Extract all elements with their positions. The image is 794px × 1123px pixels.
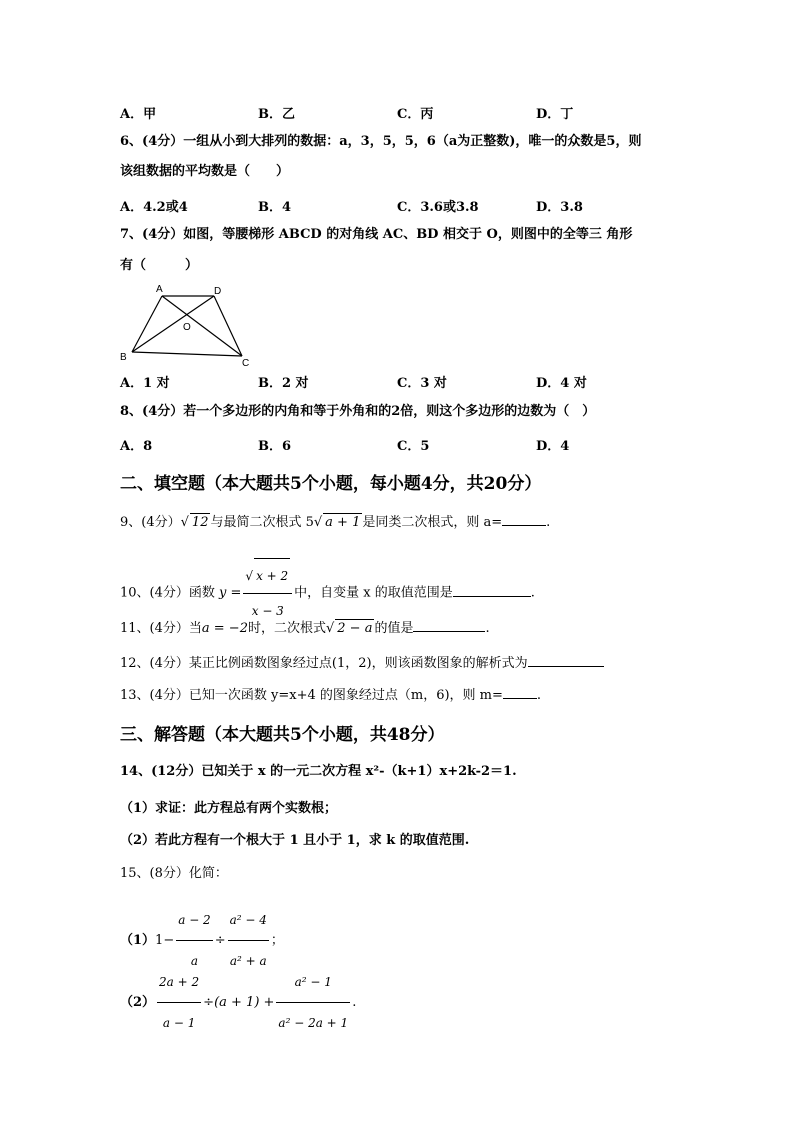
q6-option-a: A．4.2或4 xyxy=(120,200,188,215)
q5-option-a: A．甲 xyxy=(120,107,157,122)
label-b: B xyxy=(120,352,127,363)
section-fill-in-heading: 二、填空题（本大题共5个小题，每小题4分，共20分） xyxy=(120,474,542,494)
q14-part1: （1）求证：此方程总有两个实数根； xyxy=(120,801,338,816)
q7-option-a: A．1 对 xyxy=(120,376,170,391)
q15-part1-fraction2: $\frac{\text{a² − 4}}{\text{a² + a}}$ xyxy=(228,900,269,981)
q8-option-d: D．4 xyxy=(536,439,570,454)
q7-option-b: B．2 对 xyxy=(258,376,309,391)
q10-y: y = xyxy=(219,585,242,601)
radical-sign-icon: √ xyxy=(180,515,189,530)
q7-text-line2: 有（ ） xyxy=(120,258,199,273)
label-o: O xyxy=(183,322,191,333)
q13-end: . xyxy=(536,688,542,703)
q9-text xyxy=(120,513,550,532)
q8-option-a: A．8 xyxy=(120,439,153,454)
section-solution-heading: 三、解答题（本大题共5个小题，共48分） xyxy=(120,725,445,745)
q9-suffix: 是同类二次根式，则 a= xyxy=(362,515,503,530)
q13-body: 13、(4分）已知一次函数 y=x+4 的图象经过点（m，6)，则 m= xyxy=(120,688,503,703)
q15-part1-label: （1） xyxy=(120,933,156,948)
q15-part2-fraction2: $\frac{\text{a² − 1}}{\text{a² − 2a + 1}}$ xyxy=(276,962,350,1043)
q15-part2-operator: ÷ xyxy=(203,995,215,1010)
q9-radicand-1: 12 xyxy=(191,515,209,530)
q7-option-d: D．4 对 xyxy=(536,376,587,391)
q11-end: . xyxy=(485,621,490,636)
q13-text xyxy=(120,686,541,705)
q9-mid: 与最简二次根式 5 xyxy=(210,515,314,530)
segment-dc xyxy=(214,296,242,356)
q15-part2 xyxy=(120,962,356,1043)
q9-radicand-2: a + 1 xyxy=(325,515,361,530)
trapezoid-figure xyxy=(118,282,258,368)
q10-answer-blank[interactable] xyxy=(453,584,531,597)
q8-option-b: B．6 xyxy=(258,439,292,454)
q15-part1-lead: 1− xyxy=(155,933,175,948)
q15-part1-operator: ÷ xyxy=(214,933,226,948)
q15-part1-fraction1: $\frac{a - 2}{a}$ xyxy=(176,900,212,981)
q8-option-c: C．5 xyxy=(397,439,430,454)
q10-numerator: x + 2 xyxy=(254,558,290,593)
q15-part2-end: . xyxy=(352,995,357,1010)
q6-option-b: B．4 xyxy=(258,200,292,215)
q12-answer-blank[interactable] xyxy=(528,654,604,667)
q15-part2-label: （2） xyxy=(120,995,156,1010)
label-a: A xyxy=(156,284,163,295)
q7-option-c: C．3 对 xyxy=(397,376,447,391)
radical-sign-icon: √ xyxy=(325,621,335,636)
q5-option-d: D．丁 xyxy=(536,107,574,122)
q11-prefix: 11、(4分）当 xyxy=(120,621,202,636)
q15-text: 15、(8分）化简： xyxy=(120,866,228,881)
q11-suffix: 的值是 xyxy=(374,621,414,636)
radical-sign-icon: √ xyxy=(313,515,323,530)
q6-option-d: D．3.8 xyxy=(536,200,583,215)
segment-bc xyxy=(132,352,242,356)
q10-suffix: 中，自变量 x 的取值范围是 xyxy=(294,585,453,601)
radical-sign-icon: √ xyxy=(245,569,254,583)
q11-answer-blank[interactable] xyxy=(413,619,485,632)
q15-part1-end: ； xyxy=(270,933,284,948)
q9-prefix: 9、(4分） xyxy=(120,515,181,530)
q7-text-line1: 7、(4分）如图，等腰梯形 ABCD 的对角线 AC、BD 相交于 O，则图中的全等三 角形 xyxy=(120,227,633,242)
q15-part2-fraction1: $\frac{2a + 2}{a - 1}$ xyxy=(157,962,201,1043)
q11-condition: a = −2 xyxy=(201,621,248,636)
q5-option-c: C．丙 xyxy=(397,107,434,122)
q10-fraction xyxy=(243,558,292,628)
q10-denominator: x − 3 xyxy=(251,604,284,618)
q15-part2-mid: (a + 1) + xyxy=(214,995,275,1010)
diagonal-ac xyxy=(162,296,242,356)
q13-answer-blank[interactable] xyxy=(503,686,537,699)
q12-text xyxy=(120,654,604,673)
segment-ab xyxy=(132,296,162,352)
q6-option-c: C．3.6或3.8 xyxy=(397,200,479,215)
q6-text-line1: 6、(4分）一组从小到大排列的数据：a，3，5，5，6（a为正整数)，唯一的众数是5，则 xyxy=(120,134,642,149)
q12-body: 12、(4分）某正比例函数图象经过点(1，2)，则该函数图象的解析式为 xyxy=(120,656,528,671)
q11-mid: 时，二次根式 xyxy=(247,621,326,636)
q14-text: 14、(12分）已知关于 x 的一元二次方程 x²-（k+1）x+2k-2＝1. xyxy=(120,764,517,779)
q8-text: 8、(4分）若一个多边形的内角和等于外角和的2倍，则这个多边形的边数为（ ） xyxy=(120,404,596,419)
q10-prefix: 10、(4分）函数 xyxy=(120,585,220,601)
label-d: D xyxy=(214,286,222,297)
q5-option-b: B．乙 xyxy=(258,107,295,122)
q10-end: . xyxy=(530,585,535,601)
q9-end: . xyxy=(546,515,551,530)
label-c: C xyxy=(242,358,250,368)
q11-radicand: 2 − a xyxy=(337,621,373,636)
q9-answer-blank[interactable] xyxy=(502,513,546,526)
q14-part2: （2）若此方程有一个根大于 1 且小于 1，求 k 的取值范围. xyxy=(120,833,470,848)
q10-text xyxy=(120,558,535,628)
q11-text xyxy=(120,619,490,638)
q6-text-line2: 该组数据的平均数是（ ） xyxy=(120,164,290,179)
